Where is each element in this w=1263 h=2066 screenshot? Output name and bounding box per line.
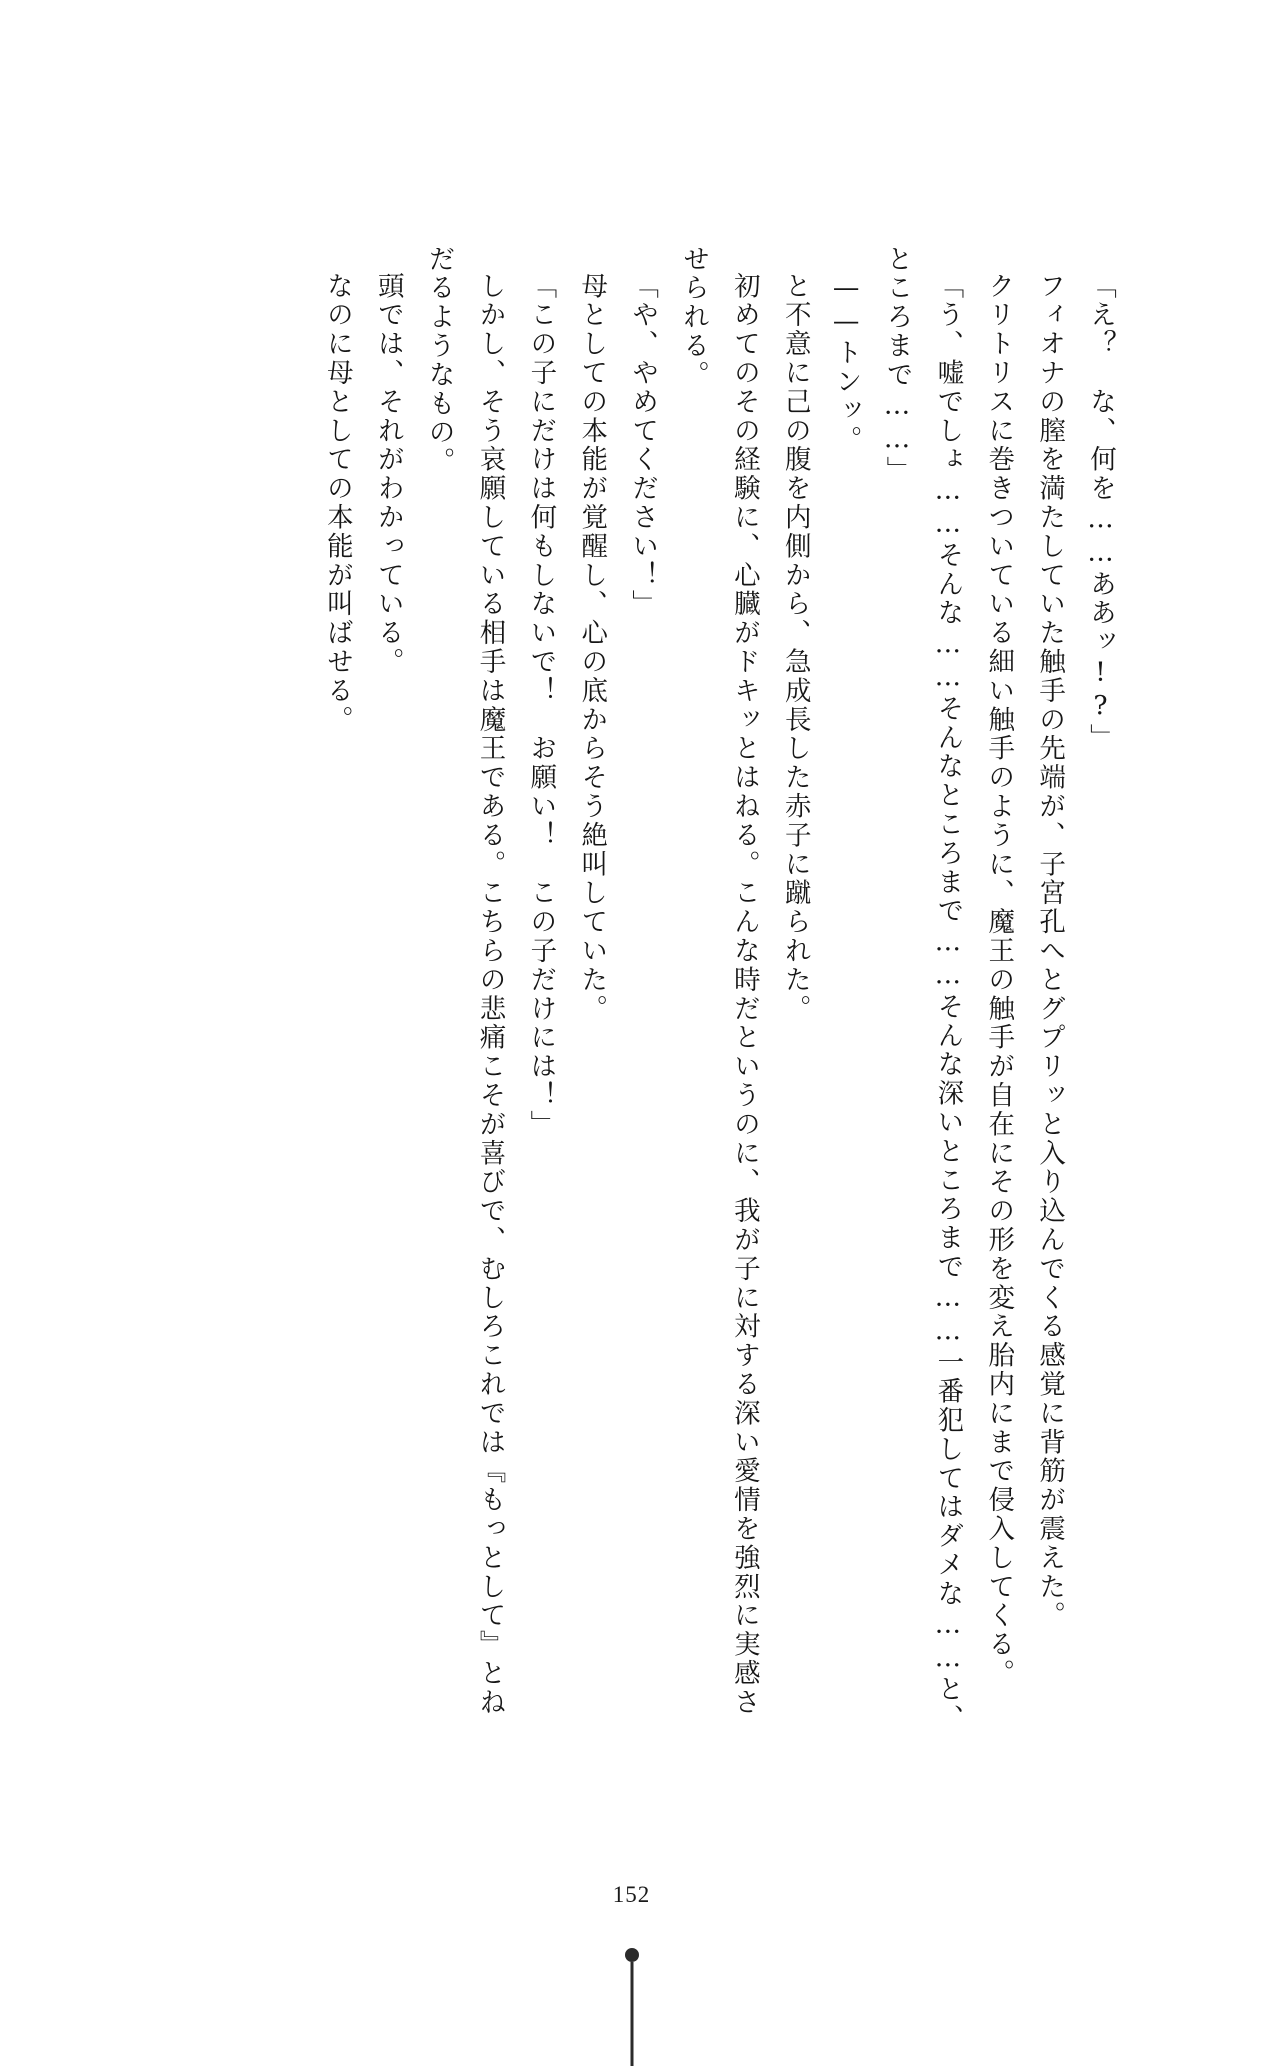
paragraph: ——トンッ。 <box>830 271 862 454</box>
page-number: 152 <box>612 1882 651 1907</box>
footer-ornament-rule <box>630 1962 633 2066</box>
paragraph: フィオナの膣を満たしていた触手の先端が、子宮孔へとグプリッと入り込んでくる感覚に背筋が震えた。 <box>1034 271 1066 1630</box>
paragraph: 頭では、それがわかっている。 <box>372 271 404 677</box>
paragraph: 母としての本能が覚醒し、心の底からそう絶叫していた。 <box>576 271 608 1023</box>
paragraph: しかし、そう哀願している相手は魔王である。こちらの悲痛こそが喜びで、むしろこれでは『もっとして』とねだるようなもの。 <box>423 245 506 1717</box>
paragraph: 「や、やめてください！」 <box>627 271 659 619</box>
paragraph: クリトリスに巻きついている細い触手のように、魔王の触手が自在にその形を変え胎内にまで侵入してくる。 <box>983 271 1015 1688</box>
paragraph: なのに母としての本能が叫ばせる。 <box>321 271 353 734</box>
body-text <box>311 245 1125 1745</box>
paragraph: 「この子にだけは何もしないで！ お願い！ この子だけには！」 <box>525 271 557 1139</box>
paragraph: 「う、嘘でしょ……そんな……そんなところまで……そんな深いところまで……一番犯してはダメな……と、ところまで……」 <box>881 245 964 1733</box>
paragraph: 「え？ な、何を……ああッ!?」 <box>1085 271 1116 752</box>
paragraph: と不意に己の腹を内側から、急成長した赤子に蹴られた。 <box>779 271 811 1023</box>
paragraph: 初めてのその経験に、心臓がドキッとはねる。こんな時だというのに、我が子に対する深い愛情を強烈に実感させられる。 <box>678 245 760 1717</box>
footer-ornament-dot <box>625 1948 639 1962</box>
